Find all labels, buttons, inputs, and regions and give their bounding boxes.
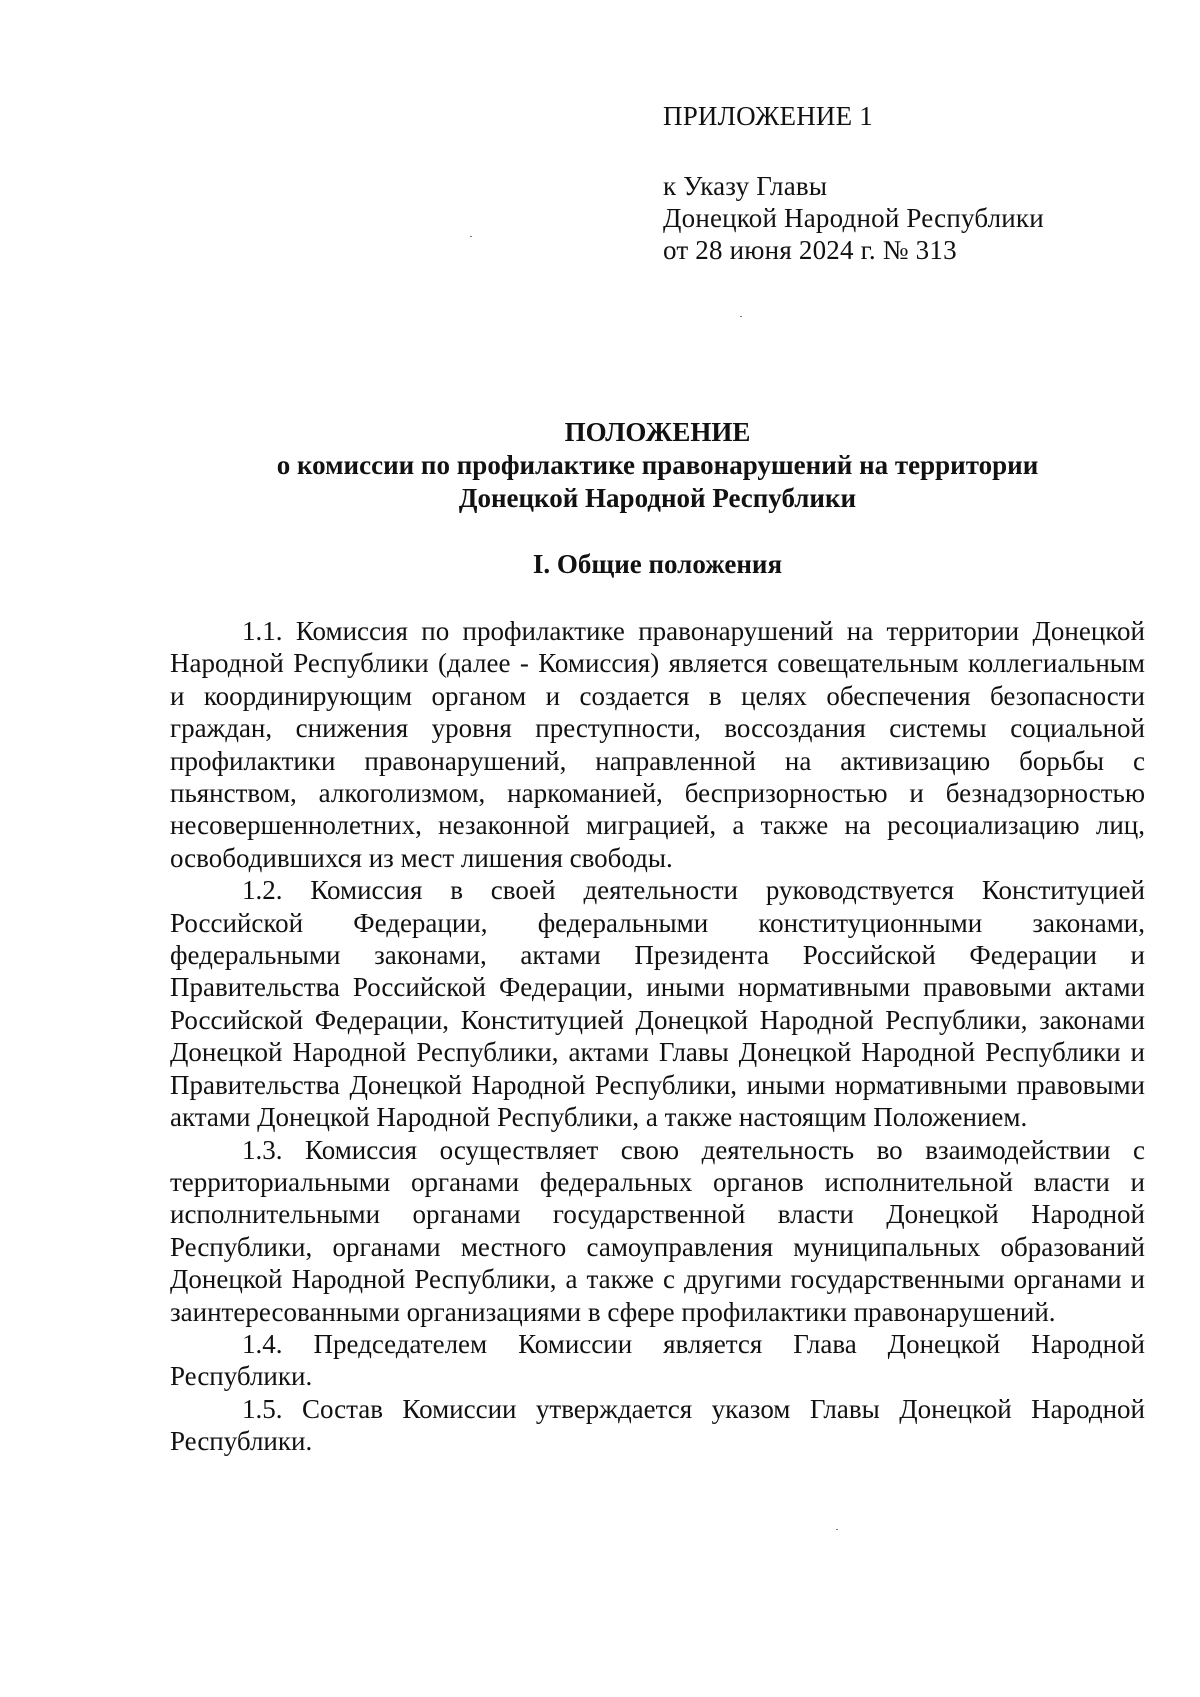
scan-speck [470, 236, 472, 237]
paragraph-1-5: 1.5. Состав Комиссии утверждается указом Главы Донецкой Народной Республики. [170, 1393, 1145, 1457]
paragraph-1-4: 1.4. Председателем Комиссии является Глава Донецкой Народной Республики. [170, 1328, 1145, 1392]
document-body [170, 615, 1145, 1458]
appendix-line-republic: Донецкой Народной Республики [663, 203, 1044, 233]
appendix-block [663, 100, 1044, 266]
appendix-line-decree: к Указу Главы [663, 171, 828, 201]
appendix-title: ПРИЛОЖЕНИЕ 1 [663, 101, 873, 131]
document-title: ПОЛОЖЕНИЕ [564, 417, 751, 447]
appendix-line-date: от 28 июня 2024 г. № 313 [663, 235, 957, 265]
section-title: I. Общие положения [532, 549, 783, 579]
paragraph-1-2: 1.2. Комиссия в своей деятельности руководствуется Конституцией Российской Федерации, федеральными конституционными законами, федеральными законами, актами Президента Российской Федерации и Правительства Российской Федерации, иными нормативными правовыми актами Российской Федерации, Конституцией Донецкой Народной Республики, законами Донецкой Народной Республики, актами Главы Донецкой Народной Республики и Правительства Донецкой Народной Республики, иными нормативными правовыми актами Донецкой Народной Республики, а также настоящим Положением. [170, 875, 1145, 1133]
paragraph-1-3: 1.3. Комиссия осуществляет свою деятельность во взаимодействии с территориальными органами федеральных органов исполнительной власти и исполнительными органами государственной власти Донецкой Народной Республики, органами местного самоуправления муниципальных образований Донецкой Народной Республики, а также с другими государственными органами и заинтересованными организациями в сфере профилактики правонарушений. [170, 1134, 1145, 1327]
document-subtitle-line-1: о комиссии по профилактике правонарушений на территории [276, 450, 1039, 480]
document-heading [170, 416, 1145, 515]
paragraph-1-1: 1.1. Комиссия по профилактике правонарушений на территории Донецкой Народной Республики (далее - Комиссия) является совещательным коллегиальным и координирующим органом и создается в целях обеспечения безопасности граждан, снижения уровня преступности, воссоздания системы социальной профилактики правонарушений, направленной на активизацию борьбы с пьянством, алкоголизмом, наркоманией, беспризорностью и безнадзорностью несовершеннолетних, незаконной миграцией, а также на ресоциализацию лиц, освободившихся из мест лишения свободы. [170, 616, 1145, 873]
scan-speck [836, 1529, 838, 1530]
scan-speck [740, 316, 742, 317]
document-subtitle-line-2: Донецкой Народной Республики [458, 483, 857, 513]
